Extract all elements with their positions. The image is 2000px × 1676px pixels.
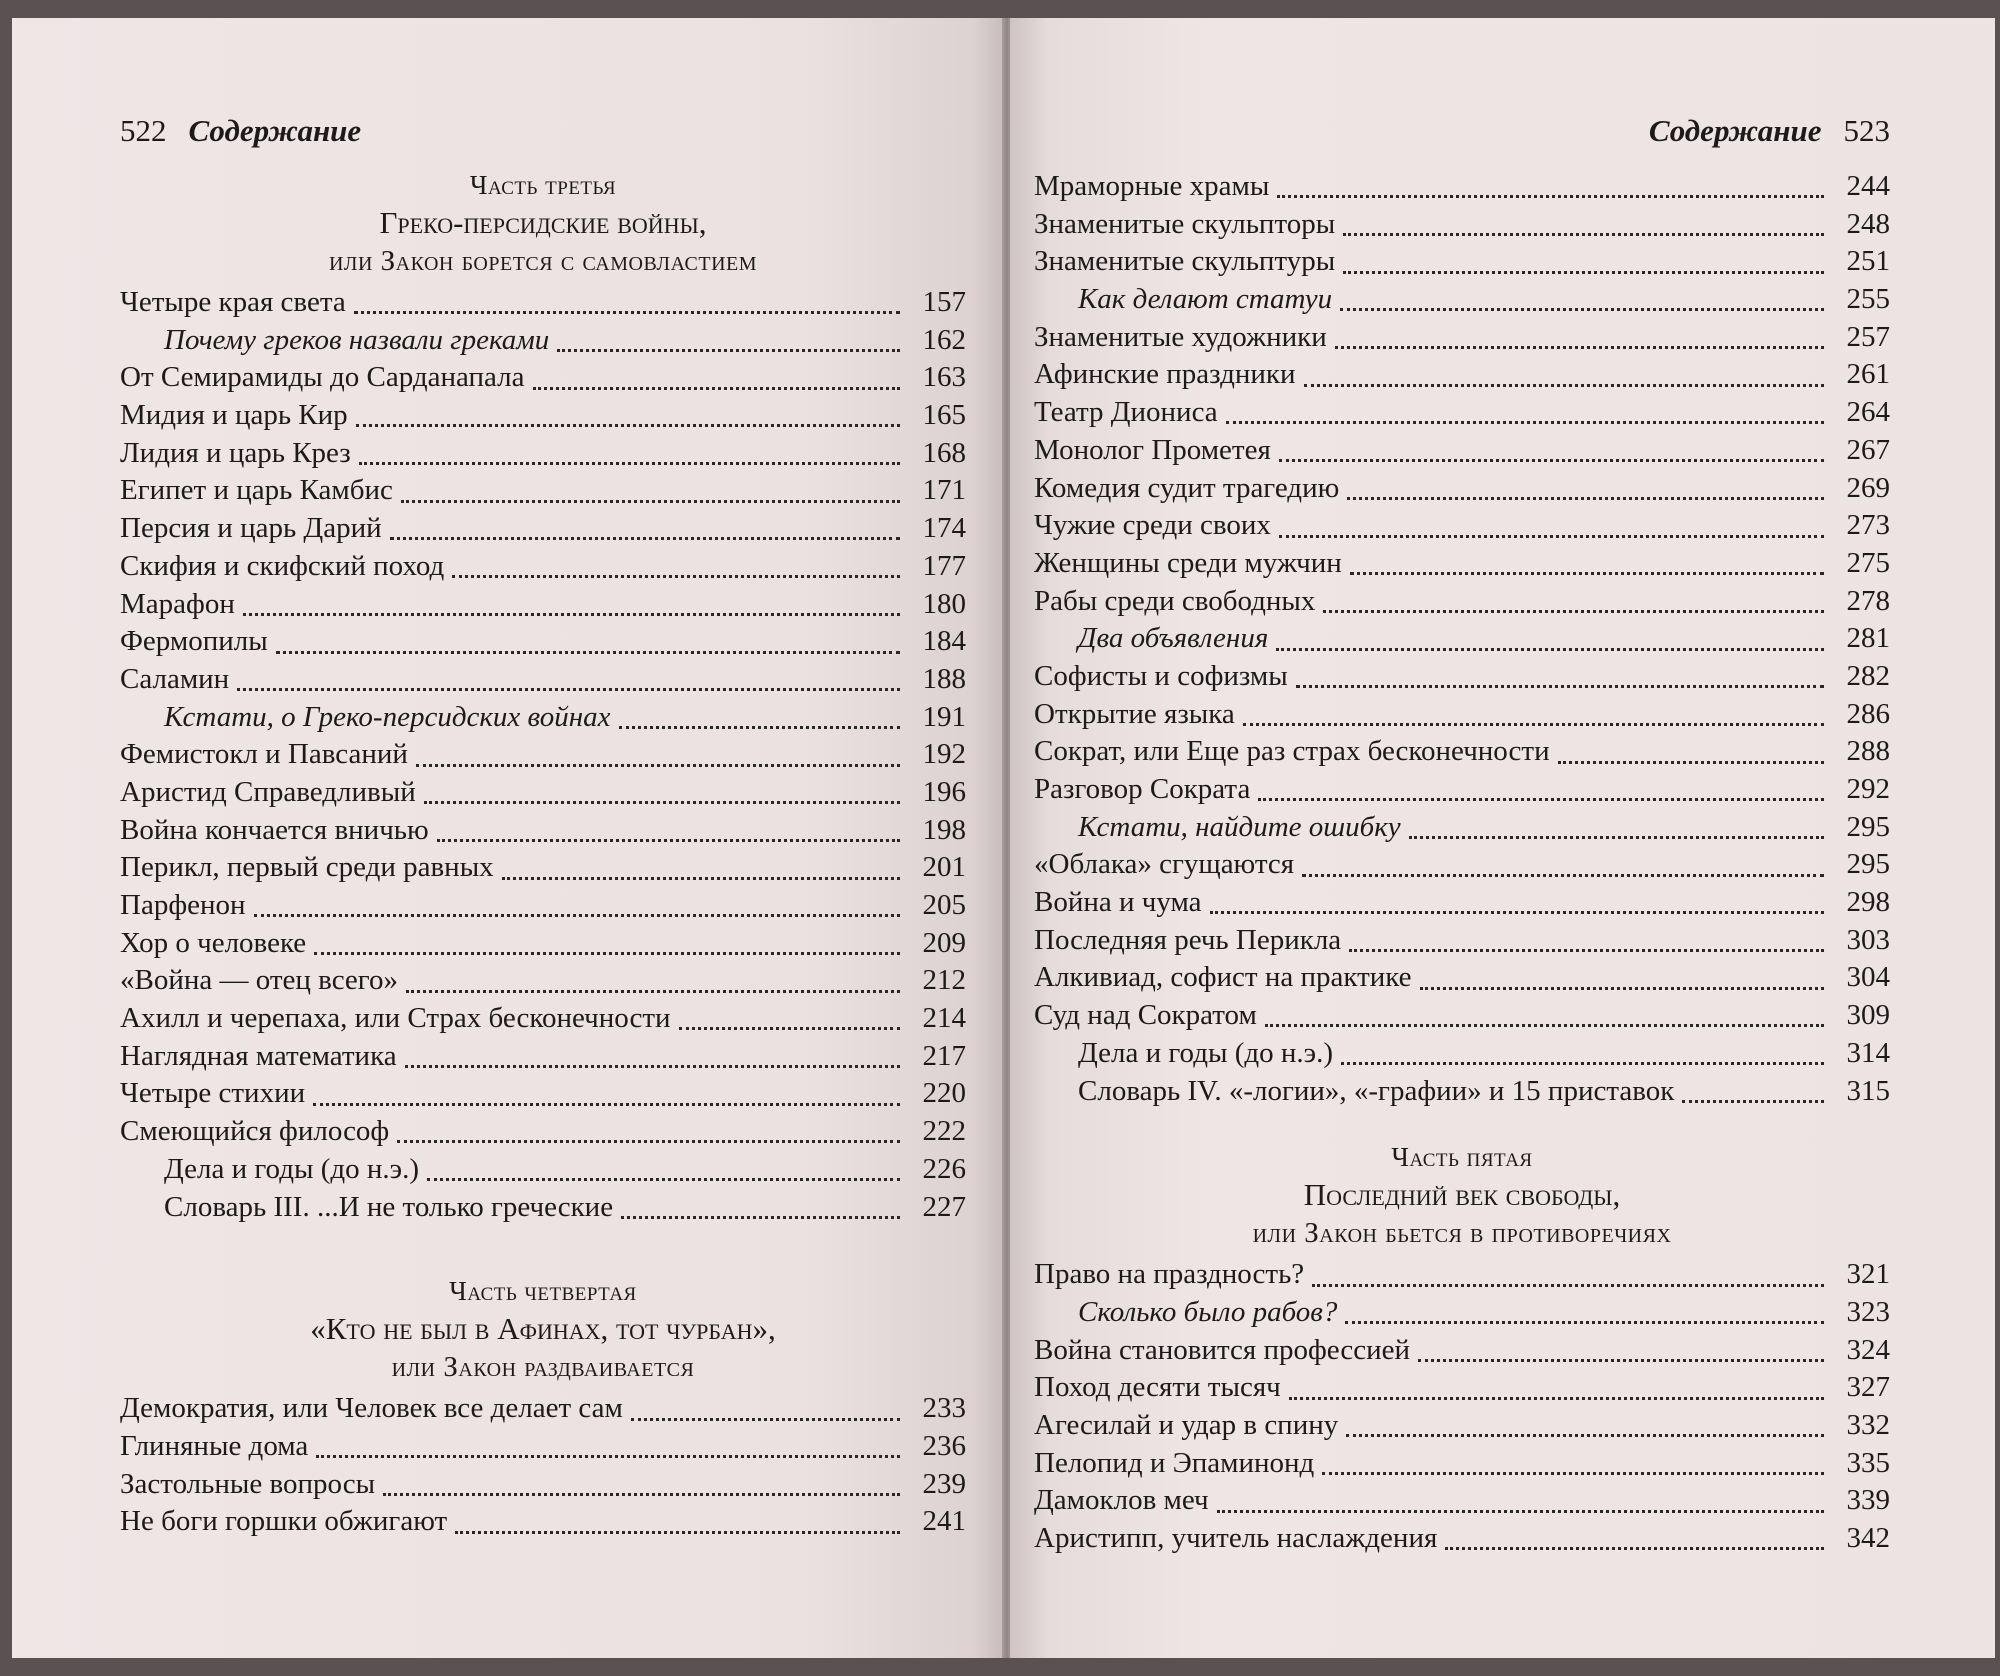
toc-entry-page: 198 (922, 813, 966, 846)
toc-entry-title: Демократия, или Человек все делает сам (120, 1392, 623, 1425)
toc-entry-page: 236 (922, 1429, 966, 1462)
part-heading (120, 1272, 966, 1386)
toc-entry (120, 474, 966, 512)
toc-entry-title: Два объявления (1078, 622, 1269, 655)
dot-leader (254, 914, 900, 917)
toc-entry-title: Дела и годы (до н.э.) (164, 1152, 419, 1185)
toc-entry-title: Рабы среди свободных (1034, 584, 1316, 617)
toc-entry-title: Саламин (120, 662, 230, 695)
toc-entry-page: 309 (1846, 999, 1890, 1032)
toc-entry (120, 701, 966, 739)
dot-leader (316, 1455, 900, 1458)
toc-entry (120, 588, 966, 626)
dot-leader (619, 726, 900, 729)
toc-entry-page: 267 (1846, 433, 1890, 466)
toc-entry-page: 257 (1846, 320, 1890, 353)
dot-leader (1341, 1062, 1824, 1065)
toc-entry (1034, 1334, 1890, 1372)
toc-entry-title: Кстати, найдите ошибку (1078, 810, 1401, 843)
toc-entry-page: 264 (1846, 396, 1890, 429)
part-heading (120, 166, 966, 280)
toc-list (1034, 1258, 1890, 1560)
dot-leader (359, 462, 900, 465)
toc-entry-title: Как делают статуи (1078, 283, 1333, 316)
toc-entry (120, 550, 966, 588)
dot-leader (631, 1418, 900, 1421)
dot-leader (1418, 1359, 1824, 1362)
dot-leader (243, 613, 900, 616)
toc-entry-title: Фермопилы (120, 625, 268, 658)
toc-entry-page: 332 (1846, 1408, 1890, 1441)
toc-entry-page: 192 (922, 738, 966, 771)
page-header (1034, 100, 1890, 162)
toc-entry-title: Алкивиад, софист на практике (1034, 961, 1412, 994)
dot-leader (405, 1065, 900, 1068)
toc-entry-page: 315 (1846, 1074, 1890, 1107)
toc-entry-page: 273 (1846, 509, 1890, 542)
toc-entry-title: Софисты и софизмы (1034, 659, 1288, 692)
toc-entry-page: 239 (922, 1467, 966, 1500)
toc-entry-title: Знаменитые скульпторы (1034, 207, 1336, 240)
toc-entry-page: 335 (1846, 1446, 1890, 1479)
toc-entry (1034, 1371, 1890, 1409)
toc-entry-title: «Война — отец всего» (120, 964, 398, 997)
toc-entry (1034, 811, 1890, 849)
toc-entry (120, 663, 966, 701)
dot-leader (1265, 1024, 1824, 1027)
toc-entry-title: Смеющийся философ (120, 1115, 390, 1148)
toc-entry (120, 738, 966, 776)
toc-entry-page: 177 (922, 549, 966, 582)
toc-entry-title: Марафон (120, 587, 235, 620)
toc-entry (120, 1077, 966, 1115)
toc-entry-title: Наглядная математика (120, 1039, 397, 1072)
toc-entry-title: Пелопид и Эпаминонд (1034, 1446, 1315, 1479)
dot-leader (1340, 308, 1824, 311)
toc-entry (1034, 1296, 1890, 1334)
toc-entry-title: От Семирамиды до Сарданапала (120, 361, 525, 394)
toc-entry-title: Лидия и царь Крез (120, 436, 351, 469)
toc-entry-title: Война кончается вничью (120, 813, 429, 846)
dot-leader (1445, 1547, 1824, 1550)
toc-entry-title: Афинские праздники (1034, 358, 1296, 391)
toc-entry (1034, 547, 1890, 585)
dot-leader (1323, 610, 1824, 613)
toc-entry (120, 324, 966, 362)
dot-leader (1302, 874, 1824, 877)
toc-entry-page: 214 (922, 1002, 966, 1035)
part-subtitle: или Закон раздваивается (391, 1351, 695, 1384)
toc-list (120, 1392, 966, 1543)
toc-entry-title: Последняя речь Перикла (1034, 923, 1342, 956)
toc-entry-page: 286 (1846, 697, 1890, 730)
toc-entry (1034, 848, 1890, 886)
toc-entry-title: Суд над Сократом (1034, 999, 1257, 1032)
toc-entry (1034, 509, 1890, 547)
dot-leader (1345, 1321, 1824, 1324)
toc-entry (1034, 1075, 1890, 1113)
toc-entry (1034, 660, 1890, 698)
dot-leader (1279, 459, 1824, 462)
part-label: Часть третья (469, 170, 617, 200)
toc-entry (120, 437, 966, 475)
toc-entry (120, 1468, 966, 1506)
toc-entry-page: 163 (922, 361, 966, 394)
toc-entry (120, 286, 966, 324)
toc-entry-title: Чужие среди своих (1034, 509, 1271, 542)
toc-entry-page: 324 (1846, 1333, 1890, 1366)
toc-entry-title: Словарь III. ...И не только греческие (164, 1190, 614, 1223)
toc-entry (1034, 1258, 1890, 1296)
toc-entry-title: Женщины среди мужчин (1034, 546, 1342, 579)
toc-entry-title: Застольные вопросы (120, 1467, 376, 1500)
toc-entry-title: Разговор Сократа (1034, 773, 1251, 805)
toc-entry-page: 196 (922, 775, 966, 808)
toc-entry (1034, 396, 1890, 434)
toc-entry-page: 295 (1846, 810, 1890, 843)
toc-entry-page: 162 (922, 323, 966, 356)
dot-leader (397, 1140, 900, 1143)
part-heading (1034, 1138, 1890, 1252)
toc-entry-page: 191 (922, 700, 966, 733)
toc-entry-page: 241 (922, 1505, 966, 1538)
toc-entry-title: Фемистокл и Павсаний (120, 738, 408, 771)
toc-entry-title: Не боги горшки обжигают (120, 1505, 448, 1538)
toc-entry-title: Агесилай и удар в спину (1034, 1408, 1339, 1441)
toc-entry-page: 269 (1846, 471, 1890, 504)
toc-entry (120, 399, 966, 437)
toc-entry-page: 222 (922, 1115, 966, 1148)
toc-entry-page: 327 (1846, 1371, 1890, 1404)
dot-leader (356, 424, 900, 427)
toc-entry (1034, 245, 1890, 283)
part-subtitle: или Закон бьется в противоречиях (1252, 1217, 1672, 1250)
dot-leader (1420, 987, 1824, 990)
running-title: Содержание (1648, 113, 1822, 148)
toc-entry (120, 1115, 966, 1153)
toc-list (1034, 170, 1890, 1112)
toc-entry-page: 339 (1846, 1484, 1890, 1517)
toc-entry-title: Ахилл и черепаха, или Страх бесконечности (120, 1002, 671, 1035)
dot-leader (1210, 911, 1824, 914)
part-title: Греко-персидские войны, (379, 205, 707, 240)
toc-entry-page: 174 (922, 512, 966, 545)
dot-leader (424, 801, 900, 804)
dot-leader (1347, 497, 1824, 500)
toc-entry-page: 212 (922, 964, 966, 997)
toc-entry (120, 361, 966, 399)
toc-entry-page: 323 (1846, 1295, 1890, 1328)
toc-entry (1034, 585, 1890, 623)
dot-leader (1289, 1397, 1824, 1400)
toc-entry (1034, 170, 1890, 208)
toc-entry (1034, 283, 1890, 321)
part-subtitle: или Закон борется с самовластием (328, 245, 758, 277)
dot-leader (1243, 723, 1824, 726)
toc-entry (1034, 961, 1890, 999)
toc-entry (1034, 1522, 1890, 1560)
dot-leader (1409, 836, 1824, 839)
toc-entry-title: Скифия и скифский поход (120, 549, 445, 582)
toc-list (120, 286, 966, 1228)
toc-entry-title: Парфенон (120, 889, 246, 921)
toc-entry (1034, 735, 1890, 773)
dot-leader (1279, 535, 1824, 538)
toc-entry-title: Почему греков назвали греками (164, 323, 550, 356)
dot-leader (502, 877, 900, 880)
toc-entry-page: 168 (922, 436, 966, 469)
dot-leader (455, 1531, 900, 1534)
toc-entry (1034, 472, 1890, 510)
toc-entry (120, 512, 966, 550)
dot-leader (276, 651, 900, 654)
dot-leader (406, 990, 900, 993)
toc-entry-page: 171 (922, 474, 966, 507)
toc-entry (120, 1002, 966, 1040)
toc-entry-title: Четыре стихии (120, 1077, 306, 1110)
toc-entry-title: Война и чума (1034, 886, 1202, 919)
dot-leader (1217, 1510, 1824, 1513)
toc-entry (120, 927, 966, 965)
toc-entry-page: 342 (1846, 1522, 1890, 1554)
toc-entry (1034, 773, 1890, 811)
running-title: Содержание (188, 113, 362, 148)
toc-entry (1034, 208, 1890, 246)
part-title: «Кто не был в Афинах, тот чурбан», (310, 1311, 776, 1347)
toc-entry (120, 1153, 966, 1191)
page-number: 522 (120, 113, 167, 148)
toc-entry-title: Перикл, первый среди равных (120, 851, 494, 884)
toc-entry-title: Знаменитые художники (1034, 320, 1327, 353)
toc-entry-page: 209 (922, 926, 966, 959)
toc-entry-page: 288 (1846, 735, 1890, 768)
dot-leader (1312, 1284, 1824, 1287)
toc-entry-page: 251 (1846, 245, 1890, 278)
toc-entry-page: 314 (1846, 1036, 1890, 1069)
dot-leader (557, 349, 900, 352)
dot-leader (1343, 271, 1824, 274)
toc-entry (120, 1392, 966, 1430)
dot-leader (437, 839, 900, 842)
toc-entry-title: Египет и царь Камбис (120, 474, 393, 507)
toc-entry (1034, 698, 1890, 736)
toc-entry (1034, 924, 1890, 962)
toc-entry-page: 292 (1846, 773, 1890, 805)
toc-entry-page: 304 (1846, 961, 1890, 994)
dot-leader (1343, 233, 1824, 236)
page-header (120, 100, 966, 162)
toc-entry (1034, 321, 1890, 359)
toc-entry-title: Поход десяти тысяч (1034, 1371, 1281, 1404)
toc-entry-title: Монолог Прометея (1034, 433, 1271, 466)
dot-leader (416, 764, 900, 767)
toc-entry-title: Четыре края света (120, 286, 346, 318)
dot-leader (237, 688, 900, 691)
toc-entry-title: Война становится профессией (1034, 1333, 1411, 1366)
toc-entry-title: Дамоклов меч (1034, 1484, 1209, 1517)
dot-leader (1296, 685, 1824, 688)
toc-entry-page: 165 (922, 399, 966, 432)
toc-entry-page: 281 (1846, 622, 1890, 655)
part-title: Последний век свободы, (1303, 1177, 1621, 1213)
toc-entry (120, 1040, 966, 1078)
toc-entry-page: 217 (922, 1039, 966, 1072)
toc-entry (120, 776, 966, 814)
toc-entry-title: Глиняные дома (120, 1429, 309, 1462)
toc-entry-page: 188 (922, 662, 966, 695)
toc-entry-page: 255 (1846, 283, 1890, 316)
toc-entry-page: 184 (922, 625, 966, 658)
toc-entry (120, 814, 966, 852)
toc-entry-page: 205 (922, 889, 966, 921)
toc-entry-title: Сократ, или Еще раз страх бесконечности (1034, 735, 1550, 768)
toc-entry (120, 1505, 966, 1543)
toc-entry (1034, 1037, 1890, 1075)
dot-leader (427, 1178, 900, 1181)
dot-leader (383, 1493, 900, 1496)
toc-entry-title: Право на праздность? (1034, 1258, 1305, 1291)
dot-leader (401, 500, 900, 503)
toc-entry (1034, 434, 1890, 472)
dot-leader (1346, 1434, 1824, 1437)
page-number: 523 (1843, 113, 1890, 148)
toc-entry-page: 244 (1846, 170, 1890, 202)
dot-leader (1682, 1100, 1824, 1103)
toc-entry-page: 278 (1846, 584, 1890, 617)
left-page (12, 18, 1002, 1658)
dot-leader (1304, 384, 1825, 387)
toc-entry (1034, 1447, 1890, 1485)
dot-leader (313, 1103, 900, 1106)
toc-entry-title: Персия и царь Дарий (120, 512, 382, 545)
dot-leader (1350, 572, 1824, 575)
toc-entry (1034, 999, 1890, 1037)
dot-leader (1322, 1472, 1824, 1475)
toc-entry (120, 1191, 966, 1229)
toc-entry-page: 201 (922, 851, 966, 884)
toc-entry-page: 233 (922, 1392, 966, 1425)
toc-entry (120, 889, 966, 927)
toc-entry (120, 1430, 966, 1468)
toc-entry (1034, 1484, 1890, 1522)
toc-entry-page: 275 (1846, 546, 1890, 579)
toc-entry (120, 625, 966, 663)
part-label: Часть четвертая (449, 1276, 637, 1307)
dot-leader (1276, 648, 1824, 651)
dot-leader (314, 952, 900, 955)
toc-entry-page: 180 (922, 587, 966, 620)
dot-leader (533, 387, 901, 390)
toc-entry-page: 220 (922, 1077, 966, 1110)
toc-entry (1034, 358, 1890, 396)
toc-entry-page: 261 (1846, 358, 1890, 391)
toc-entry-title: Хор о человеке (120, 926, 307, 959)
toc-entry-title: Словарь IV. «-логии», «-графии» и 15 приставок (1078, 1074, 1675, 1107)
toc-entry-title: Открытие языка (1034, 697, 1235, 730)
toc-entry-page: 282 (1846, 659, 1890, 692)
toc-entry-page: 248 (1846, 207, 1890, 240)
dot-leader (1226, 421, 1824, 424)
toc-entry-title: Аристипп, учитель наслаждения (1034, 1522, 1438, 1554)
dot-leader (354, 311, 900, 314)
toc-entry-page: 295 (1846, 848, 1890, 881)
toc-entry-page: 303 (1846, 923, 1890, 956)
toc-entry-title: Комедия судит трагедию (1034, 471, 1340, 504)
dot-leader (1277, 195, 1824, 198)
toc-entry (1034, 886, 1890, 924)
toc-entry (1034, 622, 1890, 660)
toc-entry-page: 227 (922, 1190, 966, 1223)
toc-entry-page: 321 (1846, 1258, 1890, 1291)
toc-entry (1034, 1409, 1890, 1447)
toc-entry-title: Аристид Справедливый (120, 775, 416, 808)
toc-entry-title: Мраморные храмы (1034, 170, 1270, 202)
dot-leader (1558, 761, 1824, 764)
dot-leader (1335, 346, 1824, 349)
toc-entry-title: Мидия и царь Кир (120, 399, 348, 432)
toc-entry-title: Кстати, о Греко-персидских войнах (164, 700, 611, 733)
part-label: Часть пятая (1391, 1142, 1533, 1173)
dot-leader (390, 537, 900, 540)
dot-leader (621, 1216, 900, 1219)
right-page (1010, 18, 1995, 1658)
toc-entry-title: «Облака» сгущаются (1034, 848, 1295, 881)
toc-entry-page: 298 (1846, 886, 1890, 919)
toc-entry-title: Сколько было рабов? (1078, 1295, 1338, 1328)
toc-entry-title: Знаменитые скульптуры (1034, 245, 1336, 278)
toc-entry-title: Дела и годы (до н.э.) (1078, 1036, 1333, 1069)
toc-entry-title: Театр Диониса (1034, 396, 1218, 429)
dot-leader (679, 1027, 900, 1030)
toc-entry (120, 851, 966, 889)
dot-leader (452, 575, 900, 578)
toc-entry-page: 157 (922, 286, 966, 318)
toc-entry (120, 964, 966, 1002)
toc-entry-page: 226 (922, 1152, 966, 1185)
dot-leader (1258, 798, 1824, 801)
dot-leader (1349, 949, 1824, 952)
